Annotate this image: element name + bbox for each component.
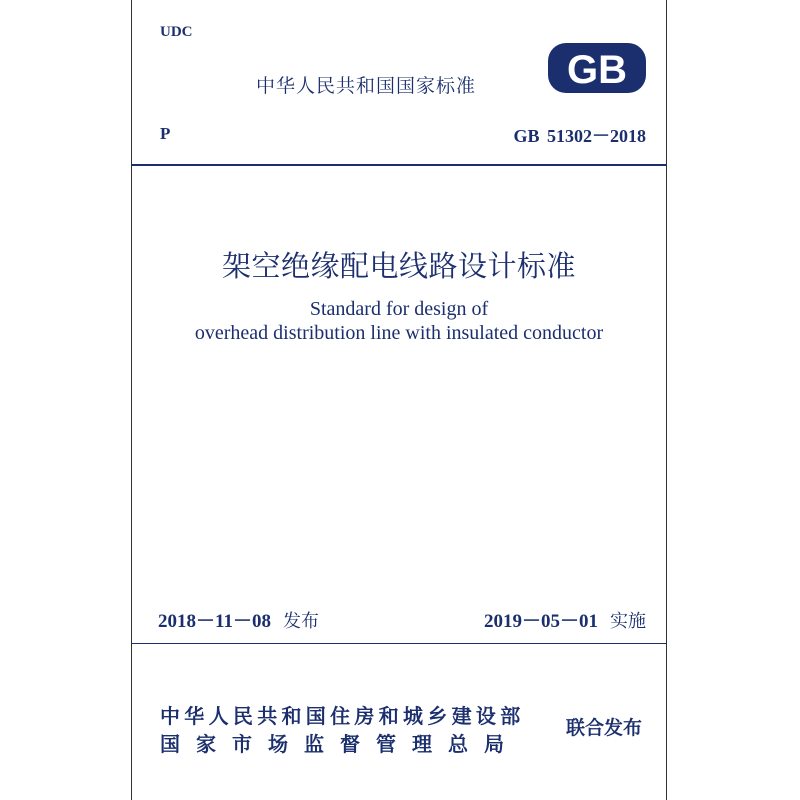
- header-divider: [131, 164, 667, 166]
- issue-label: 发布: [282, 611, 319, 632]
- gb-logo-text: GB: [567, 48, 627, 92]
- issue-date: 2018－11－08: [158, 611, 271, 632]
- standard-number: GB 51302－2018: [513, 126, 646, 146]
- joint-issue-label: 联合发布: [566, 717, 643, 739]
- udc-label: UDC: [160, 24, 193, 40]
- gb-logo: [547, 42, 647, 94]
- title-english-line2: overhead distribution line with insulated conductor: [194, 322, 604, 344]
- cover-page: [131, 0, 667, 800]
- title-chinese: 架空绝缘配电线路设计标准: [221, 249, 576, 283]
- title-english-line1: Standard for design of: [309, 298, 489, 320]
- issuer-line2: 国家市场监督管理总局: [160, 732, 520, 756]
- issuer-line1: 中华人民共和国住房和城乡建设部: [160, 704, 525, 728]
- footer-divider: [131, 643, 667, 644]
- issue-date-block: [158, 606, 319, 633]
- effective-date-block: [484, 606, 646, 633]
- standard-type-heading: 中华人民共和国国家标准: [256, 75, 477, 97]
- classification-code: P: [160, 124, 171, 143]
- effective-label: 实施: [610, 611, 646, 632]
- effective-date: 2019－05－01: [483, 611, 598, 632]
